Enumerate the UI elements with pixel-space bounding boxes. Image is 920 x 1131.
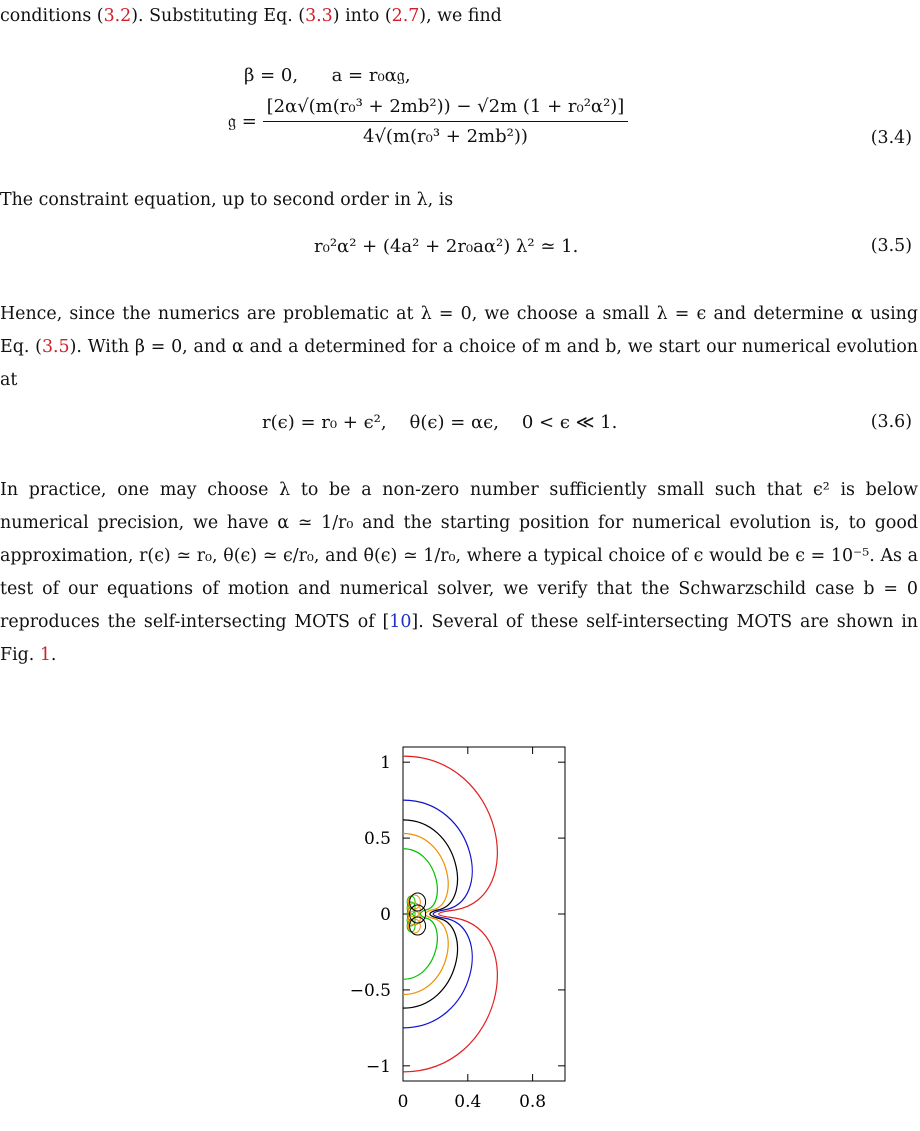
y-tick-label: −1 bbox=[365, 1056, 391, 1077]
equation-number: (3.6) bbox=[870, 412, 912, 432]
mots-curve bbox=[403, 756, 497, 1072]
equation-3-5: r₀²α² + (4a² + 2r₀aα²) λ² ≃ 1. bbox=[314, 236, 579, 257]
figure-link[interactable]: 1 bbox=[39, 645, 51, 665]
x-tick-label: 0 bbox=[397, 1092, 409, 1112]
y-tick-label: 0.5 bbox=[363, 829, 391, 850]
equation-3-4-line1: β = 0, a = r₀α𝔤, bbox=[244, 65, 411, 86]
citation-link[interactable]: 10 bbox=[389, 612, 412, 632]
plot-frame bbox=[403, 747, 565, 1081]
ref-link[interactable]: 2.7 bbox=[391, 6, 420, 26]
practice-paragraph: In practice, one may choose λ to be a non-zero number sufficiently small such that ϵ² is below numerical precision, we have α ≃ 1/r₀ and the starting position for numerical evolution is, to good approximation, r(ϵ) ≃ r₀, θ(ϵ) ≃ ϵ/r₀, and θ̇(ϵ) ≃ 1/r₀, where a typical choice of ϵ would be ϵ = 10⁻⁵. As a test of our equations of motion and numerical solver, we verify that the Schwarzschild case b = 0 reproduces the self-intersecting MOTS of [10]. Several of these self-intersecting MOTS are shown in Fig. 1. bbox=[0, 480, 918, 665]
y-tick-label: 0 bbox=[380, 905, 391, 925]
ref-link[interactable]: 3.3 bbox=[305, 6, 333, 26]
hence-paragraph: Hence, since the numerics are problematic at λ = 0, we choose a small λ = ϵ and determine α using Eq. (3.5). With β = 0, and α and a determined for a choice of m and b, we start our numerical evolution at bbox=[0, 304, 918, 390]
fraction-denominator: 4√(m(r₀³ + 2mb²)) bbox=[363, 126, 528, 147]
equation-number: (3.4) bbox=[870, 128, 912, 148]
mots-figure bbox=[0, 720, 920, 1120]
x-tick-label: 0.4 bbox=[454, 1092, 482, 1112]
x-tick-label: 0.8 bbox=[519, 1092, 547, 1112]
equation-3-4-fraction: 𝔤 = $\frac{\text{[2α√(m(r₀³ + 2mb²)) − √2m (1 + r₀²α²)]}}{\text{4√(m(r₀³ + 2mb²))}}$ bbox=[228, 96, 628, 147]
ref-link[interactable]: 3.5 bbox=[41, 337, 70, 357]
equation-number: (3.5) bbox=[870, 236, 912, 256]
ref-link[interactable]: 3.2 bbox=[103, 6, 132, 26]
intro-paragraph: conditions (3.2). Substituting Eq. (3.3) into (2.7), we find bbox=[0, 6, 502, 26]
y-tick-label: −0.5 bbox=[349, 980, 391, 1001]
fraction-numerator: [2α√(m(r₀³ + 2mb²)) − √2m (1 + r₀²α²)] bbox=[263, 96, 629, 122]
constraint-sentence: The constraint equation, up to second order in λ, is bbox=[0, 190, 454, 210]
equation-3-6: r(ϵ) = r₀ + ϵ², θ(ϵ) = αϵ, 0 < ϵ ≪ 1. bbox=[262, 412, 618, 433]
y-tick-label: 1 bbox=[380, 753, 391, 774]
